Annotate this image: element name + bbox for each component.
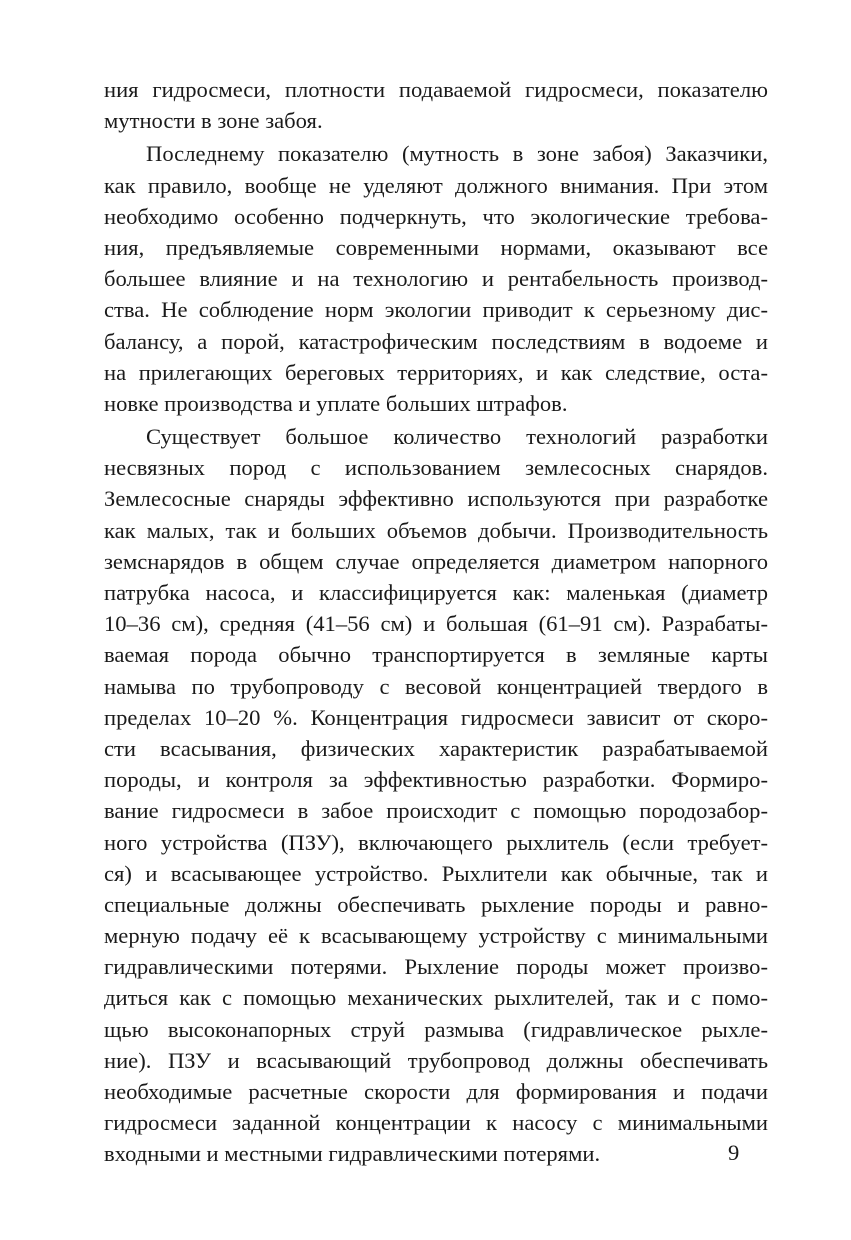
text-line: как правило, вообще не уделяют должного внимания. При этом	[104, 172, 768, 198]
text-line: специальные должны обеспечивать рыхление породы и равно-	[104, 891, 768, 917]
text-line: сти всасывания, физических характеристик разрабатываемой	[104, 735, 768, 761]
page-number: 9	[728, 1140, 740, 1165]
text-line: балансу, а порой, катастрофическим последствиям в водоеме и	[104, 328, 768, 354]
text-line: Последнему показателю (мутность в зоне забоя) Заказчики,	[146, 141, 768, 167]
text-line: Существует большое количество технологий разработки	[146, 424, 768, 450]
text-line: как малых, так и больших объемов добычи. Производительность	[104, 517, 768, 543]
text-line: необходимые расчетные скорости для формирования и подачи	[104, 1079, 768, 1104]
paragraph-2	[104, 138, 768, 419]
text-line: ние). ПЗУ и всасывающий трубопровод должны обеспечивать	[104, 1047, 768, 1073]
text-line: намыва по трубопроводу с весовой концентрацией твердого в	[104, 673, 768, 699]
text-line: ного устройства (ПЗУ), включающего рыхлитель (если требует-	[104, 829, 768, 855]
paragraph-1	[104, 74, 768, 136]
text-line: щью высоконапорных струй размыва (гидравлическое рыхле-	[104, 1016, 768, 1042]
text-line: гидросмеси заданной концентрации к насосу с минимальными	[104, 1110, 768, 1136]
text-line: входными и местными гидравлическими потерями.	[104, 1141, 601, 1167]
text-line: необходимо особенно подчеркнуть, что экологические требова-	[104, 203, 768, 229]
text-line: патрубка насоса, и классифицируется как: маленькая (диаметр	[104, 580, 768, 605]
text-line: несвязных пород с использованием землесосных снарядов.	[104, 455, 768, 481]
text-line: ся) и всасывающее устройство. Рыхлители как обычные, так и	[104, 860, 768, 886]
text-line: новке производства и уплате больших штрафов.	[104, 390, 568, 416]
text-line: пределах 10–20 %. Концентрация гидросмеси зависит от скоро-	[104, 704, 768, 730]
text-line: ства. Не соблюдение норм экологии приводит к серьезному дис-	[104, 297, 768, 323]
text-line: вание гидросмеси в забое происходит с помощью породозабор-	[104, 798, 768, 824]
text-line: гидравлическими потерями. Рыхление породы может произво-	[104, 954, 768, 980]
text-line: мутности в зоне забоя.	[104, 108, 323, 134]
text-line: ваемая порода обычно транспортируется в земляные карты	[104, 642, 768, 668]
text-line: 10–36 см), средняя (41–56 см) и большая (61–91 см). Разрабаты-	[104, 611, 768, 637]
text-line: породы, и контроля за эффективностью разработки. Формиро-	[104, 767, 768, 793]
text-line: на прилегающих береговых территориях, и как следствие, оста-	[104, 359, 768, 385]
text-line: ния, предъявляемые современными нормами, оказывают все	[104, 234, 768, 260]
text-line: ния гидросмеси, плотности подаваемой гидросмеси, показателю	[104, 77, 768, 102]
text-line: мерную подачу её к всасывающему устройству с минимальными	[104, 923, 768, 949]
text-line: большее влияние и на технологию и рентабельность производ-	[104, 266, 768, 292]
text-line: земснарядов в общем случае определяется диаметром напорного	[104, 548, 768, 574]
text-line: диться как с помощью механических рыхлителей, так и с помо-	[104, 985, 768, 1011]
paragraph-3	[104, 421, 768, 1170]
page-body	[104, 74, 768, 1170]
text-line: Землесосные снаряды эффективно используются при разработке	[104, 486, 768, 512]
